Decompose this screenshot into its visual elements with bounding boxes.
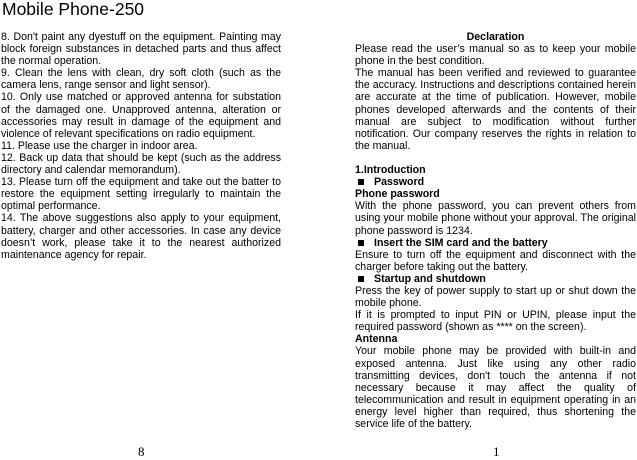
declaration-heading: Declaration	[466, 31, 525, 43]
sim-text: Ensure to turn off the equipment and disconnect with the charger before taking out the battery.	[355, 248, 636, 273]
startup-bullet-label: Startup and shutdown	[374, 272, 486, 285]
declaration-paragraph-2: The manual has been verified and reviewed to guarantee the accuracy. Instructions and descriptions contained herein are accurate at the time of publication. However, mobile phones developed afterwards and the contents of their manual are subject to modification without further notification. Our company reserves the rights in relation to the manual.	[355, 67, 636, 152]
startup-text-1: Press the key of power supply to start up or shut down the mobile phone.	[355, 284, 636, 310]
safety-item-9: 9. Clean the lens with clean, dry soft cloth (such as the camera lens, range sensor and light sensor).	[1, 67, 281, 92]
password-bullet	[355, 176, 636, 188]
spacer	[355, 152, 636, 164]
square-bullet-icon	[358, 276, 364, 282]
safety-item-11: 11. Please use the charger in indoor area.	[1, 139, 198, 152]
right-column	[355, 31, 636, 430]
page-title: Mobile Phone-250	[2, 0, 145, 19]
left-column	[1, 31, 281, 261]
safety-item-10: 10. Only use matched or approved antenna for substation of the damaged one. Unapproved antenna, alteration or accessories may result in damage of the equipment and violence of relevant specifications on radio equipment.	[1, 91, 281, 140]
page-number-left: 8	[138, 444, 145, 459]
startup-text-2: If it is prompted to input PIN or UPIN, please input the required password (shown as **** on the screen).	[355, 309, 636, 334]
declaration-paragraph-1: Please read the user’s manual so as to keep your mobile phone in the best condition.	[355, 43, 636, 68]
safety-item-13: 13. Please turn off the equipment and take out the batter to restore the equipment setting irregularly to maintain the optimal performance.	[1, 176, 281, 213]
antenna-heading: Antenna	[355, 333, 398, 346]
password-subheading: Phone password	[355, 188, 440, 201]
sim-bullet	[355, 237, 636, 249]
safety-item-14: 14. The above suggestions also apply to your equipment, battery, charger and other accessories. In case any device doesn’t work, please take it to the nearest authorized maintenance agency for repair.	[1, 212, 281, 261]
startup-bullet	[355, 273, 636, 285]
page-number-right: 1	[493, 444, 500, 459]
safety-item-12: 12. Back up data that should be kept (such as the address directory and calendar memorandum).	[1, 151, 281, 177]
square-bullet-icon	[358, 240, 364, 246]
password-bullet-label: Password	[374, 176, 425, 189]
antenna-text: Your mobile phone may be provided with built-in and exposed antenna. Just like using any other radio transmitting devices, don't touch the antenna if not necessary because it may affect the quality of telecommunication and result in equipment operating in an energy level higher than required, thus shortening the service life of the battery.	[355, 345, 636, 430]
square-bullet-icon	[358, 179, 364, 185]
safety-item-8: 8. Don't paint any dyestuff on the equipment. Painting may block foreign substances in detached parts and thus affect the normal operation.	[1, 31, 281, 68]
intro-heading: 1.Introduction	[355, 164, 426, 177]
password-text: With the phone password, you can prevent others from using your mobile phone without your approval. The original phone password is 1234.	[355, 200, 636, 237]
sim-bullet-label: Insert the SIM card and the battery	[374, 236, 548, 249]
